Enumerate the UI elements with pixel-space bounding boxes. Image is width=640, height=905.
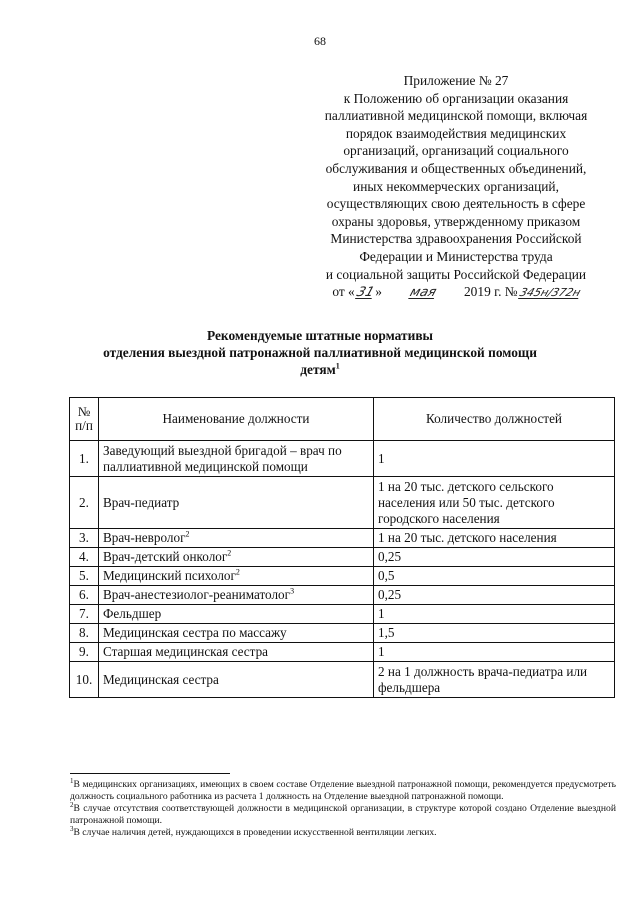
table-row xyxy=(70,529,615,548)
row-quantity: 1 xyxy=(374,441,615,477)
appendix-line: иных некоммерческих организаций, xyxy=(353,178,559,194)
footnote xyxy=(70,827,616,839)
staff-norms-table xyxy=(69,397,615,698)
footnote-text: В случае наличия детей, нуждающихся в проведении искусственной вентиляции легких. xyxy=(73,827,437,839)
row-quantity: 1 на 20 тыс. детского сельского населения или 50 тыс. детского городского населения xyxy=(374,477,615,529)
position-text: Медицинская сестра по массажу xyxy=(103,625,287,640)
row-quantity: 0,5 xyxy=(374,567,615,586)
appendix-line: паллиативной медицинской помощи, включая xyxy=(324,108,588,124)
header-position: Наименование должности xyxy=(99,398,374,441)
row-position xyxy=(99,605,374,624)
position-text: Врач-детский онколог xyxy=(103,549,228,564)
table-header-row xyxy=(70,398,615,441)
position-text: Медицинская сестра xyxy=(103,671,219,687)
row-position xyxy=(99,567,374,586)
table-row xyxy=(70,662,615,698)
footnote-mark: 1 xyxy=(70,776,74,785)
footnote-mark: 2 xyxy=(70,801,74,809)
appendix-line: Министерства здравоохранения Российской xyxy=(330,231,582,247)
appendix-line: порядок взаимодействия медицинских xyxy=(345,125,567,141)
row-position xyxy=(99,477,374,529)
table-row xyxy=(70,586,615,605)
row-num: 5. xyxy=(70,567,99,586)
row-num: 1. xyxy=(70,441,99,477)
footnote-divider xyxy=(70,773,230,774)
footnote-ref: 2 xyxy=(227,548,232,558)
row-position xyxy=(99,441,374,477)
appendix-line: и социальной защиты Российской Федерации xyxy=(325,266,587,282)
handwritten-order-number: 345н/372н xyxy=(517,286,582,300)
row-num: 2. xyxy=(70,477,99,529)
footnote-mark: 3 xyxy=(70,825,74,834)
row-quantity: 1 xyxy=(374,605,615,624)
title-line-1: Рекомендуемые штатные нормативы xyxy=(206,328,434,343)
row-quantity: 2 на 1 должность врача-педиатра или фельдшера xyxy=(374,662,615,698)
row-position xyxy=(99,624,374,643)
footnote-ref: 2 xyxy=(235,567,240,577)
table-row xyxy=(70,624,615,643)
row-position xyxy=(99,529,374,548)
position-text: Врач-педиатр xyxy=(103,494,180,510)
position-text: Старшая медицинская сестра xyxy=(103,644,269,659)
date-mid: » xyxy=(375,284,382,300)
footnote-ref: 1 xyxy=(335,361,340,371)
row-quantity: 1 на 20 тыс. детского населения xyxy=(374,529,615,548)
row-num: 8. xyxy=(70,624,99,643)
appendix-line: охраны здоровья, утвержденному приказом xyxy=(331,213,581,229)
position-text: Заведующий выездной бригадой – врач по паллиативной медицинской помощи xyxy=(103,442,342,474)
row-quantity: 1,5 xyxy=(374,624,615,643)
table-row xyxy=(70,605,615,624)
order-date-line xyxy=(296,283,616,302)
date-prefix: от « xyxy=(332,284,355,300)
table-row xyxy=(70,477,615,529)
appendix-line: организаций, организаций социального xyxy=(343,143,569,159)
footnote-ref: 2 xyxy=(185,529,190,539)
handwritten-month: мая xyxy=(407,285,439,301)
date-year: 2019 г. № xyxy=(463,284,518,300)
header-num: № п/п xyxy=(70,398,99,441)
footnotes xyxy=(70,776,616,840)
row-position xyxy=(99,643,374,662)
table-row xyxy=(70,441,615,477)
appendix-line: осуществляющих свою деятельность в сфере xyxy=(326,196,586,212)
position-text: Фельдшер xyxy=(103,606,162,621)
table-row xyxy=(70,548,615,567)
title-line-3-text: детям xyxy=(300,362,336,377)
position-text: Медицинский психолог xyxy=(103,568,236,583)
footnote xyxy=(70,803,616,826)
row-position xyxy=(99,586,374,605)
appendix-line: обслуживания и общественных объединений, xyxy=(325,160,587,176)
appendix-line: Приложение № 27 xyxy=(403,73,509,88)
title-line-3 xyxy=(60,361,580,378)
footnote-ref: 3 xyxy=(290,586,295,596)
position-text: Врач-анестезиолог-реаниматолог xyxy=(103,587,291,602)
row-quantity: 1 xyxy=(374,643,615,662)
footnote xyxy=(70,776,616,802)
document-title xyxy=(60,327,580,378)
title-line-2: отделения выездной патронажной паллиативной медицинской помощи xyxy=(103,345,537,360)
row-quantity: 0,25 xyxy=(374,548,615,567)
row-num: 7. xyxy=(70,605,99,624)
table-row xyxy=(70,643,615,662)
row-num: 3. xyxy=(70,529,99,548)
table-row xyxy=(70,567,615,586)
row-num: 4. xyxy=(70,548,99,567)
row-quantity: 0,25 xyxy=(374,586,615,605)
appendix-line: к Положению об организации оказания xyxy=(343,90,569,106)
header-quantity: Количество должностей xyxy=(374,398,615,441)
appendix-header xyxy=(296,72,616,302)
appendix-line: Федерации и Министерства труда xyxy=(359,248,553,264)
row-num: 9. xyxy=(70,643,99,662)
row-position xyxy=(99,662,374,698)
footnote-text: В случае отсутствия соответствующей должности в медицинской организации, в структуре которой создано Отделение выездной патронажной помощи. xyxy=(70,803,616,826)
footnote-text: В медицинских организациях, имеющих в своем составе Отделение выездной патронажной помощи, рекомендуется предусмотреть должность социального работника из расчета 1 должность на Отделение выездной патронажной помощи. xyxy=(70,779,616,802)
row-num: 10. xyxy=(70,662,99,698)
row-position xyxy=(99,548,374,567)
page-number: 68 xyxy=(314,34,326,48)
position-text: Врач-невролог xyxy=(103,530,186,545)
handwritten-day: 31 xyxy=(354,285,376,301)
row-num: 6. xyxy=(70,586,99,605)
